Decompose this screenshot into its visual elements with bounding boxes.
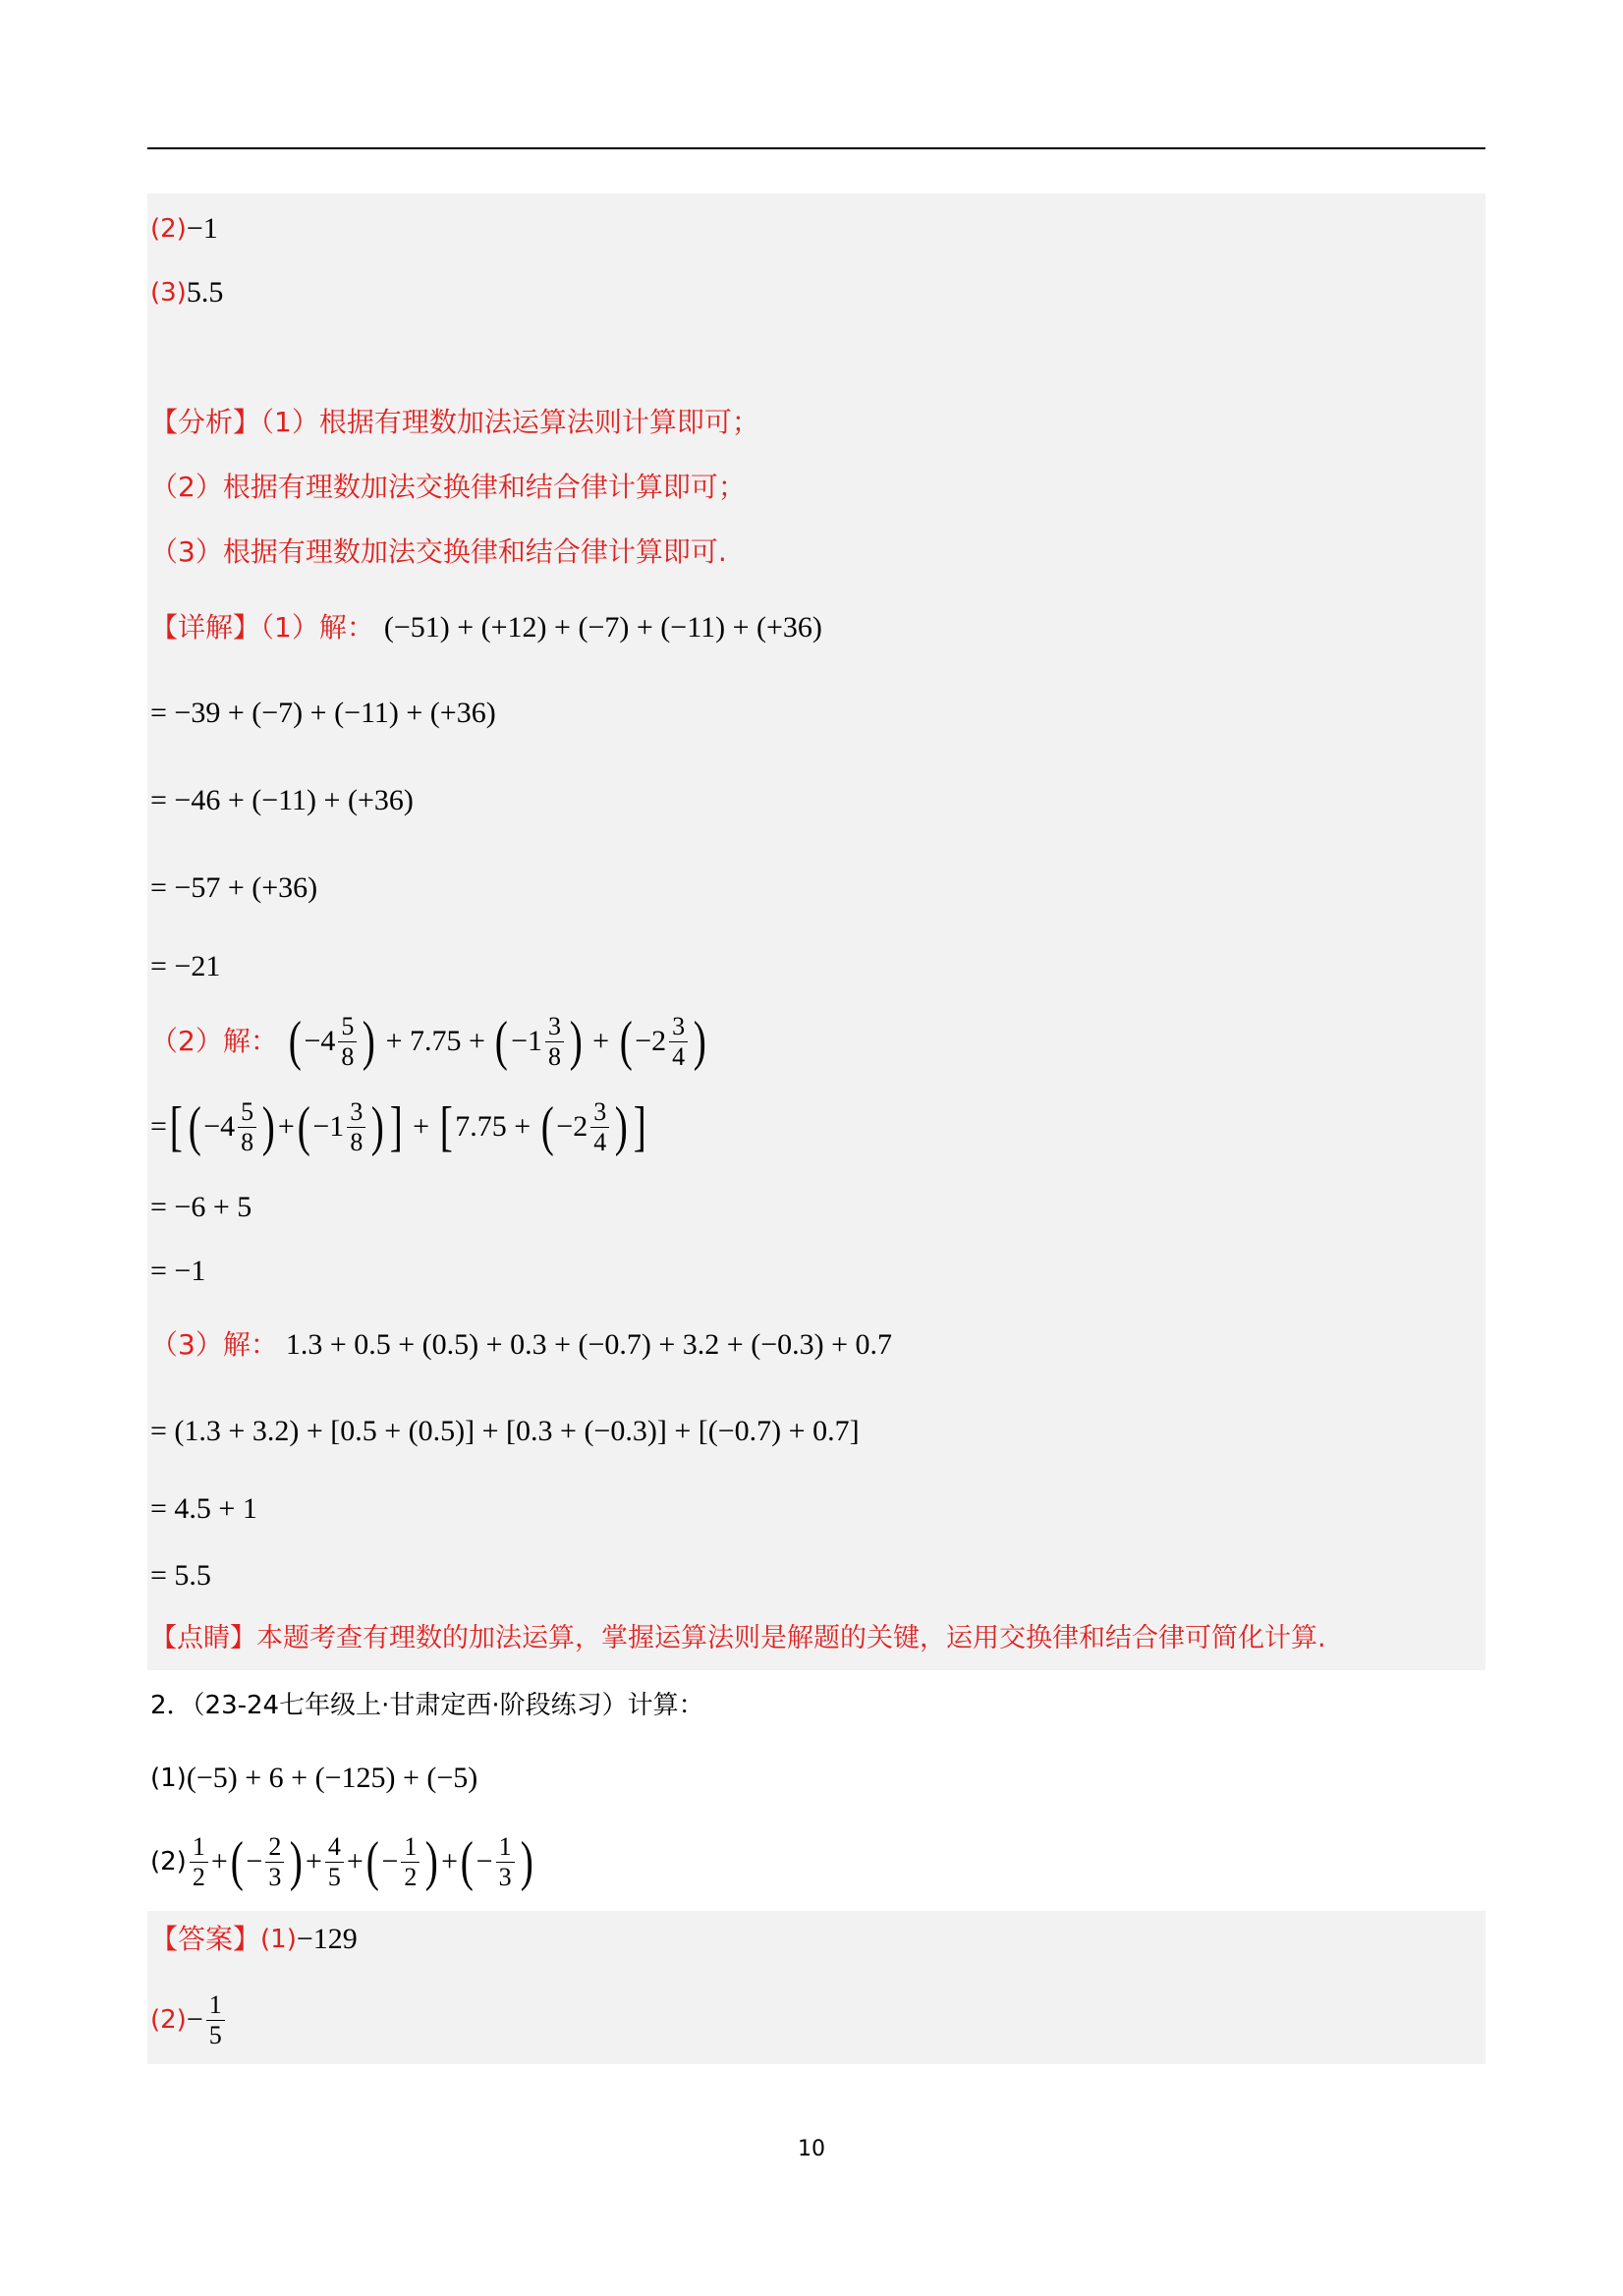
answer-value: 5.5 — [186, 276, 224, 308]
step-line: = 5.5 — [150, 1559, 211, 1592]
detail-part1-line — [150, 608, 822, 647]
step-line: = [ ( −4 $\frac{5}{8}$ ) + ( −1 $\frac{3}{8}$ ) ] + [ 7.75 + ( −2 $\frac{3}{4}$ ) ] — [150, 1096, 646, 1157]
step-line: = −1 — [150, 1255, 206, 1287]
header-rule — [147, 147, 1485, 149]
answer-tag: (2) — [150, 2005, 187, 2035]
detail-label: （2）解： — [150, 1025, 278, 1057]
analysis-line-1: 【分析】（1）根据有理数加法运算法则计算即可； — [150, 406, 759, 438]
analysis-line-2: （2）根据有理数加法交换律和结合律计算即可； — [150, 471, 746, 503]
answer-value: −1 — [186, 212, 218, 245]
comment-line: 【点睛】本题考查有理数的加法运算，掌握运算法则是解题的关键，运用交换律和结合律可简化计算. — [150, 1623, 1326, 1653]
step-line: = −21 — [150, 950, 221, 982]
answer-2-line — [150, 209, 218, 249]
problem-2-q2 — [150, 1827, 535, 1896]
answer-tag: (1) — [260, 1925, 297, 1954]
step-line: = 4.5 + 1 — [150, 1492, 257, 1525]
step-line: = (1.3 + 3.2) + [0.5 + (0.5)] + [0.3 + (−0.3)] + [(−0.7) + 0.7] — [150, 1415, 860, 1447]
analysis-line-3: （3）根据有理数加法交换律和结合律计算即可. — [150, 535, 727, 568]
detail-label: 【详解】（1）解： — [150, 611, 374, 644]
problem-2-q1 — [150, 1759, 477, 1798]
detail-label: （3）解： — [150, 1328, 278, 1361]
math-expression: $\frac{1}{2}$ + ( − $\frac{2}{3}$ ) + $\frac{4}{5}$ + ( − $\frac{1}{2}$ ) + ( − $\frac{1}{3}$ ) — [187, 1834, 535, 1890]
answer-3-line — [150, 273, 223, 312]
answer-value: −129 — [296, 1923, 358, 1955]
math-expression: (−51) + (+12) + (−7) + (−11) + (+36) — [383, 611, 822, 644]
problem-2-title: 2．（23-24七年级上·甘肃定西·阶段练习）计算： — [150, 1691, 704, 1720]
detail-part3-line — [150, 1325, 892, 1365]
step-line: = −39 + (−7) + (−11) + (+36) — [150, 697, 496, 729]
answer-2-line-2 — [150, 1986, 228, 2054]
page-number: 10 — [798, 2137, 825, 2161]
answer-2-line-1 — [150, 1920, 358, 1959]
answer-label: 【答案】 — [150, 1923, 261, 1955]
detail-part2-line — [150, 1007, 709, 1076]
step-line: = −57 + (+36) — [150, 871, 318, 904]
question-tag: (1) — [150, 1764, 187, 1793]
step-line: = −46 + (−11) + (+36) — [150, 784, 414, 816]
math-expression: 1.3 + 0.5 + (0.5) + 0.3 + (−0.7) + 3.2 + (−0.3) + 0.7 — [285, 1328, 893, 1361]
answer-value: − $\frac{1}{5}$ — [187, 1992, 228, 2048]
question-tag: (2) — [150, 1847, 187, 1876]
math-expression: (−5) + 6 + (−125) + (−5) — [186, 1762, 478, 1794]
math-expression: ( −4 $\frac{5}{8}$ ) + 7.75 + ( −1 $\frac{3}{8}$ ) + ( −2 $\frac{3}{4}$ ) — [288, 1011, 706, 1072]
step-line: = −6 + 5 — [150, 1191, 252, 1223]
answer-tag: (3) — [150, 278, 187, 308]
answer-tag: (2) — [150, 214, 187, 244]
